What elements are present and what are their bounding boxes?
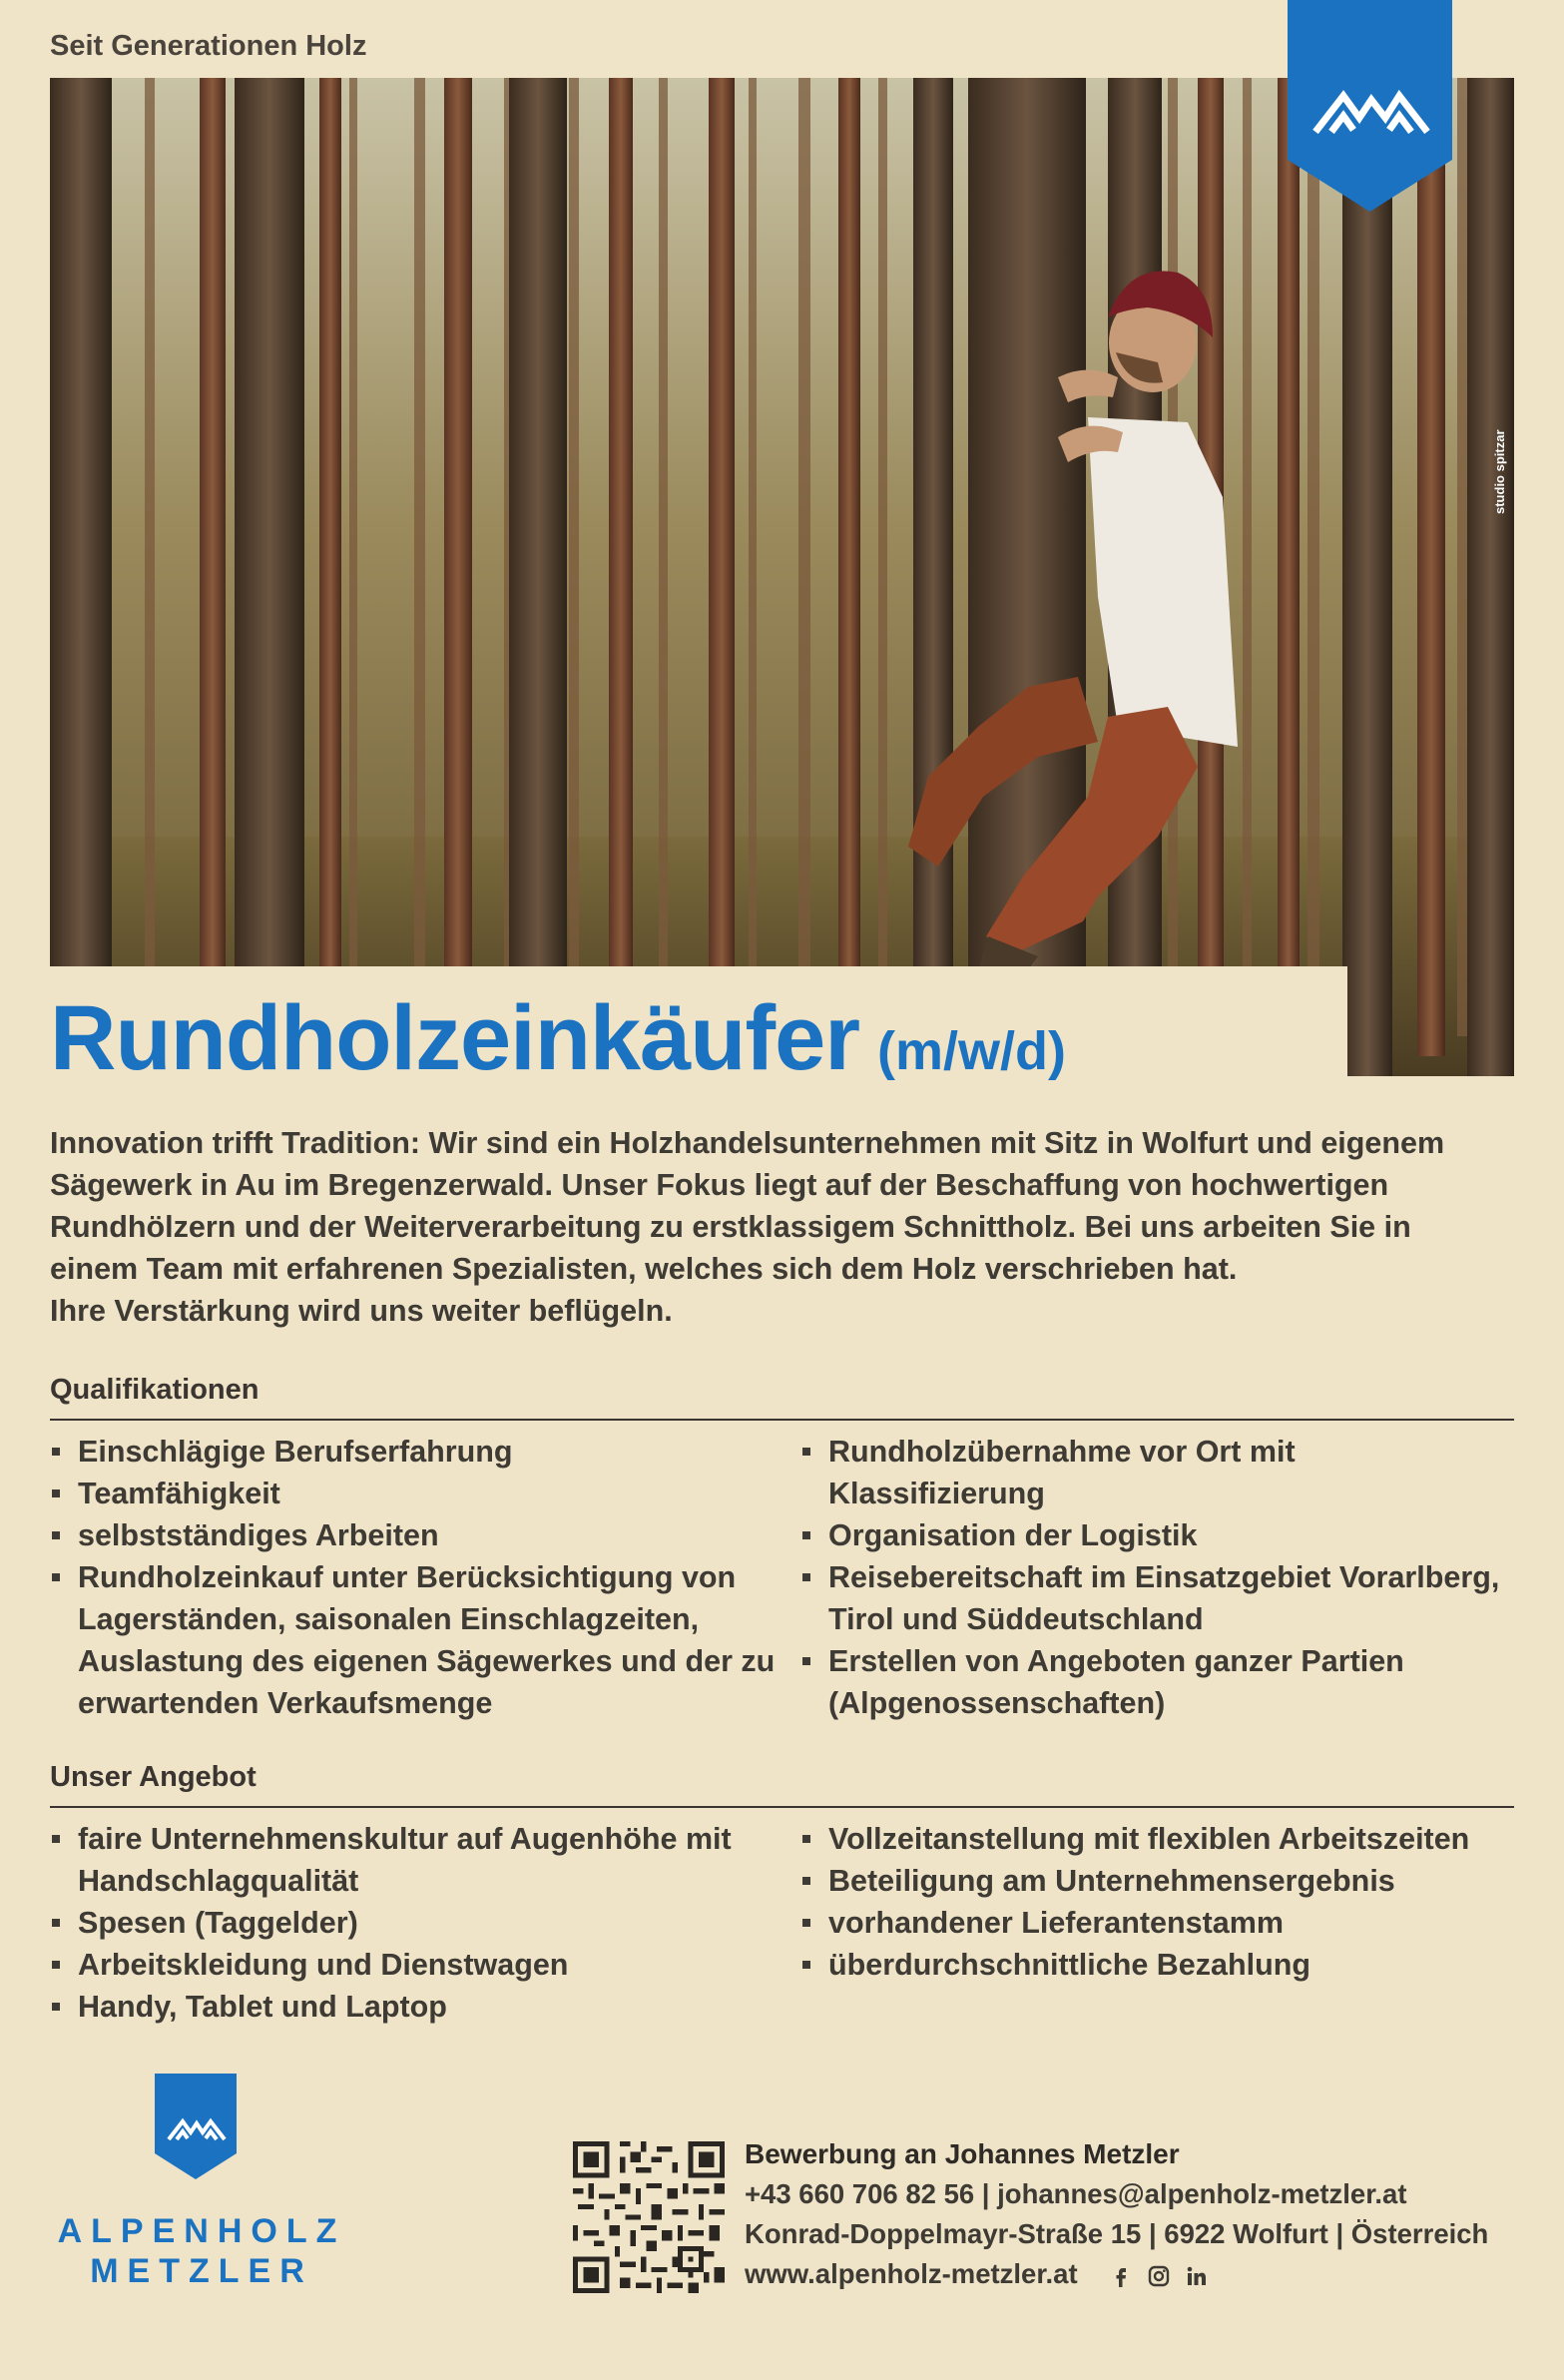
list-item: Einschlägige Berufserfahrung [50,1431,800,1473]
list-item: Vollzeitanstellung mit flexiblen Arbeitszeiten [800,1818,1514,1860]
logo-line: ALPENHOLZ [57,2212,346,2250]
angebot-right-list [800,1818,1514,2028]
contact-address: Konrad-Doppelmayr-Straße 15 | 6922 Wolfurt | Österreich [745,2218,1489,2249]
forest-photo [50,78,1514,1076]
website-link[interactable]: www.alpenholz-metzler.at [745,2258,1078,2289]
company-logo-icon [155,2074,237,2179]
contact-phone-email[interactable]: +43 660 706 82 56 | johannes@alpenholz-metzler.at [745,2178,1407,2209]
section-qualifikationen [50,1374,1514,1724]
list-item: Rundholzübernahme vor Ort mit Klassifizierung [800,1431,1514,1514]
list-item: Reisebereitschaft im Einsatzgebiet Vorarlberg, Tirol und Süddeutschland [800,1556,1514,1640]
intro-text [50,1122,1517,1332]
contact-web-row [745,2254,1488,2294]
job-title-gender: (m/w/d) [877,1021,1067,1081]
job-title-main: Rundholzeinkäufer [50,987,860,1089]
list-item: überdurchschnittliche Bezahlung [800,1944,1514,1986]
angebot-left-list [50,1818,800,2028]
mountain-logo-icon [1288,0,1452,212]
qualifikationen-right-list [800,1431,1514,1724]
linkedin-icon[interactable] [1185,2264,1209,2288]
list-item: Rundholzeinkauf unter Berücksichtigung von Lagerständen, saisonalen Einschlagzeiten, Auslastung des eigenen Sägewerkes und der zu erwartenden Verkaufsmenge [50,1556,800,1724]
section-angebot [50,1761,1514,2028]
logo-line: METZLER [90,2252,313,2290]
list-item: faire Unternehmenskultur auf Augenhöhe mit Handschlagqualität [50,1818,800,1902]
contact-block [745,2134,1488,2294]
job-title [50,986,1066,1091]
intro-line: Sägewerk in Au im Bregenzerwald. Unser Fokus liegt auf der Beschaffung von hochwertigen [50,1168,1389,1202]
social-icons [1109,2264,1209,2288]
list-item: vorhandener Lieferantenstamm [800,1902,1514,1944]
section-heading: Qualifikationen [50,1374,1514,1421]
photo-credit: studio spitzar [1492,429,1507,514]
list-item: Teamfähigkeit [50,1473,800,1514]
section-heading: Unser Angebot [50,1761,1514,1808]
list-item: Erstellen von Angeboten ganzer Partien (Alpgenossenschaften) [800,1640,1514,1724]
instagram-icon[interactable] [1147,2264,1171,2288]
list-item: Beteiligung am Unternehmensergebnis [800,1860,1514,1902]
list-item: Spesen (Taggelder) [50,1902,800,1944]
qualifikationen-left-list [50,1431,800,1724]
contact-heading: Bewerbung an Johannes Metzler [745,2138,1180,2169]
qr-code[interactable] [573,2141,725,2293]
facebook-icon[interactable] [1109,2264,1133,2288]
intro-line: Ihre Verstärkung wird uns weiter beflügeln. [50,1294,673,1328]
list-item: Arbeitskleidung und Dienstwagen [50,1944,800,1986]
list-item: selbstständiges Arbeiten [50,1514,800,1556]
list-item: Organisation der Logistik [800,1514,1514,1556]
intro-line: einem Team mit erfahrenen Spezialisten, welches sich dem Holz verschrieben hat. [50,1252,1238,1286]
intro-line: Innovation trifft Tradition: Wir sind ein Holzhandelsunternehmen mit Sitz in Wolfurt und eigenem [50,1126,1445,1160]
list-item: Handy, Tablet und Laptop [50,1986,800,2028]
company-logo-text [42,2211,361,2291]
intro-line: Rundhölzern und der Weiterverarbeitung zu erstklassigem Schnittholz. Bei uns arbeiten Sie in [50,1210,1411,1244]
tagline: Seit Generationen Holz [50,30,367,62]
